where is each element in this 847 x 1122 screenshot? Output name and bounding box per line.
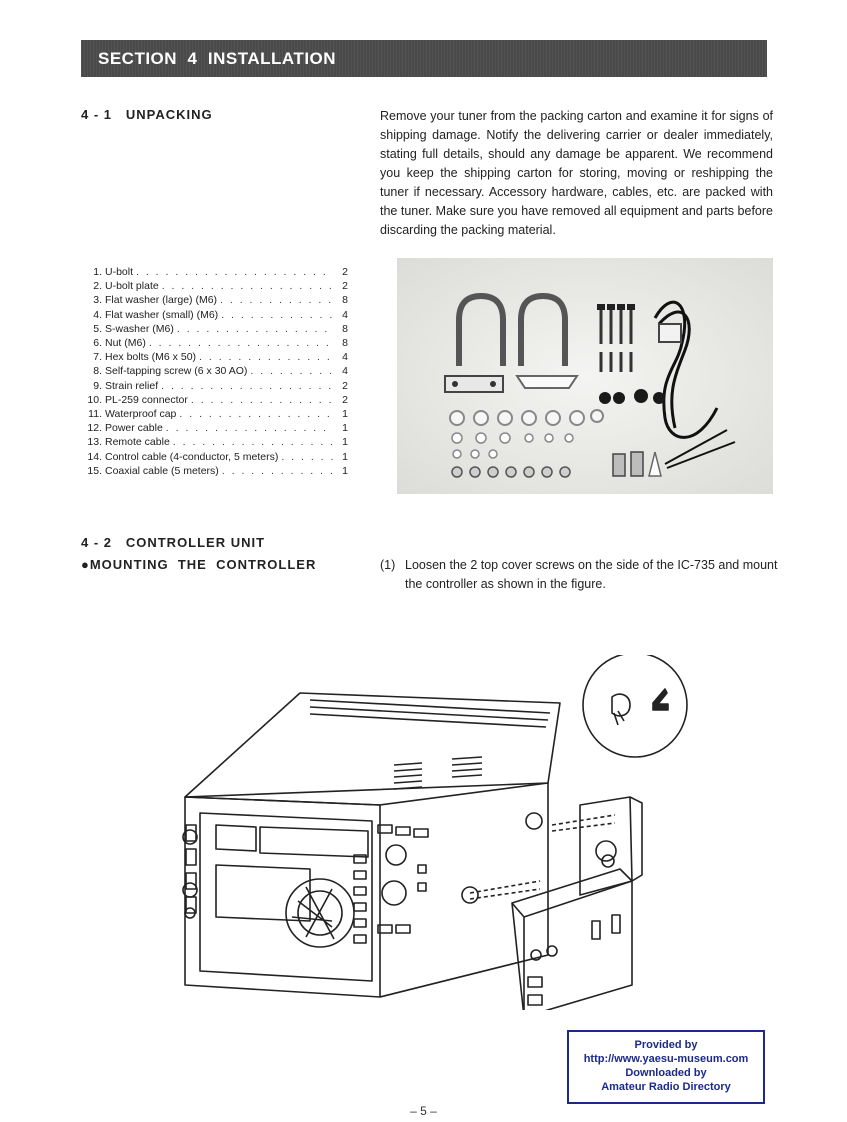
credit-downloaded-by: Amateur Radio Directory bbox=[601, 1081, 731, 1093]
part-name: Flat washer (small) (M6) bbox=[105, 308, 219, 321]
part-number: 12. bbox=[87, 422, 102, 435]
part-quantity: 4 bbox=[342, 308, 348, 321]
part-name: Self-tapping screw (6 x 30 AO) bbox=[105, 365, 248, 378]
part-quantity: 1 bbox=[342, 464, 348, 477]
unpacking-paragraph: Remove your tuner from the packing carton and examine it for signs of shipping damage. Notify the delivering carrier or dealer immediately, stating full details, should any damage be apparent. We recommend you keep the shipping carton for storing, moving or reshipping the tuner if necessary. Accessory hardware, cables, etc. are packed with the tuner. Make sure you have removed all equipment and parts before discarding the packing material. bbox=[380, 109, 773, 237]
leader-dots bbox=[166, 422, 333, 434]
parts-list-item bbox=[82, 322, 348, 336]
part-number: 8. bbox=[93, 365, 102, 378]
part-name: Nut (M6) bbox=[105, 337, 146, 350]
part-number: 2. bbox=[93, 280, 102, 293]
credit-provided-link[interactable]: http://www.yaesu-museum.com bbox=[583, 1053, 749, 1065]
parts-list-item bbox=[82, 265, 348, 279]
part-quantity: 4 bbox=[342, 365, 348, 378]
section-title: SECTION 4 INSTALLATION bbox=[98, 49, 337, 68]
part-quantity: 2 bbox=[342, 393, 348, 406]
part-number: 10. bbox=[87, 393, 102, 406]
step-number: (1) bbox=[380, 558, 396, 572]
part-number: 6. bbox=[93, 337, 102, 350]
part-quantity: 2 bbox=[342, 280, 348, 293]
unpacking-heading: 4 - 1 UNPACKING bbox=[81, 107, 213, 122]
mounting-step bbox=[380, 556, 780, 594]
part-quantity: 8 bbox=[342, 294, 348, 307]
parts-list-item bbox=[82, 449, 348, 463]
part-quantity: 4 bbox=[342, 351, 348, 364]
parts-list-item bbox=[82, 421, 348, 435]
part-quantity: 8 bbox=[342, 337, 348, 350]
leader-dots bbox=[222, 465, 333, 477]
parts-list-item bbox=[82, 308, 348, 322]
parts-list-item bbox=[82, 393, 348, 407]
leader-dots bbox=[220, 294, 333, 306]
part-number: 1. bbox=[93, 266, 102, 279]
part-name: Flat washer (large) (M6) bbox=[105, 294, 218, 307]
leader-dots bbox=[281, 451, 333, 463]
leader-dots bbox=[221, 309, 333, 321]
parts-list-item bbox=[82, 350, 348, 364]
part-quantity: 1 bbox=[342, 450, 348, 463]
part-number: 7. bbox=[93, 351, 102, 364]
part-name: Strain relief bbox=[105, 379, 159, 392]
part-name: U-bolt bbox=[105, 266, 134, 279]
part-quantity: 1 bbox=[342, 422, 348, 435]
part-name: U-bolt plate bbox=[105, 280, 159, 293]
leader-dots bbox=[179, 408, 333, 420]
part-number: 9. bbox=[93, 379, 102, 392]
parts-list-item bbox=[82, 435, 348, 449]
leader-dots bbox=[161, 380, 333, 392]
part-quantity: 1 bbox=[342, 407, 348, 420]
leader-dots bbox=[149, 337, 333, 349]
credit-provided-label: Provided by bbox=[634, 1039, 698, 1051]
parts-list-item bbox=[82, 336, 348, 350]
parts-list-item bbox=[82, 293, 348, 307]
leader-dots bbox=[191, 394, 333, 406]
parts-list-item bbox=[82, 379, 348, 393]
accessory-photo bbox=[397, 258, 773, 494]
part-name: Hex bolts (M6 x 50) bbox=[105, 351, 197, 364]
part-number: 5. bbox=[93, 322, 102, 335]
part-number: 3. bbox=[93, 294, 102, 307]
leader-dots bbox=[173, 436, 333, 448]
parts-list-item bbox=[82, 464, 348, 478]
part-number: 13. bbox=[87, 436, 102, 449]
leader-dots bbox=[136, 266, 333, 278]
part-quantity: 2 bbox=[342, 379, 348, 392]
part-name: S-washer (M6) bbox=[105, 322, 174, 335]
part-name: Remote cable bbox=[105, 436, 170, 449]
page-number: – 5 – bbox=[410, 1104, 437, 1118]
leader-dots bbox=[199, 351, 333, 363]
parts-list-item bbox=[82, 279, 348, 293]
credit-box bbox=[567, 1030, 765, 1104]
part-number: 14. bbox=[87, 450, 102, 463]
part-quantity: 8 bbox=[342, 322, 348, 335]
parts-list-item bbox=[82, 407, 348, 421]
part-number: 4. bbox=[93, 308, 102, 321]
leader-dots bbox=[162, 280, 333, 292]
part-name: Control cable (4-conductor, 5 meters) bbox=[105, 450, 279, 463]
controller-heading: 4 - 2 CONTROLLER UNIT bbox=[81, 535, 266, 550]
accessory-hardware-image bbox=[397, 258, 773, 494]
part-name: Coaxial cable (5 meters) bbox=[105, 464, 219, 477]
part-name: PL-259 connector bbox=[105, 393, 188, 406]
part-name: Waterproof cap bbox=[105, 407, 177, 420]
mounting-illustration bbox=[160, 655, 720, 1010]
leader-dots bbox=[177, 323, 333, 335]
parts-list bbox=[82, 265, 348, 478]
transceiver-controller-drawing bbox=[160, 655, 720, 1010]
mounting-subheading: ●MOUNTING THE CONTROLLER bbox=[81, 557, 317, 572]
leader-dots bbox=[250, 365, 333, 377]
part-number: 15. bbox=[87, 464, 102, 477]
part-name: Power cable bbox=[105, 422, 163, 435]
credit-downloaded-label: Downloaded by bbox=[625, 1067, 707, 1079]
part-quantity: 2 bbox=[342, 266, 348, 279]
step-text: Loosen the 2 top cover screws on the side of the IC-735 and mount the controller as shown in the figure. bbox=[405, 558, 778, 591]
parts-list-item bbox=[82, 364, 348, 378]
part-number: 11. bbox=[88, 407, 102, 420]
part-quantity: 1 bbox=[342, 436, 348, 449]
section-banner bbox=[81, 40, 767, 77]
